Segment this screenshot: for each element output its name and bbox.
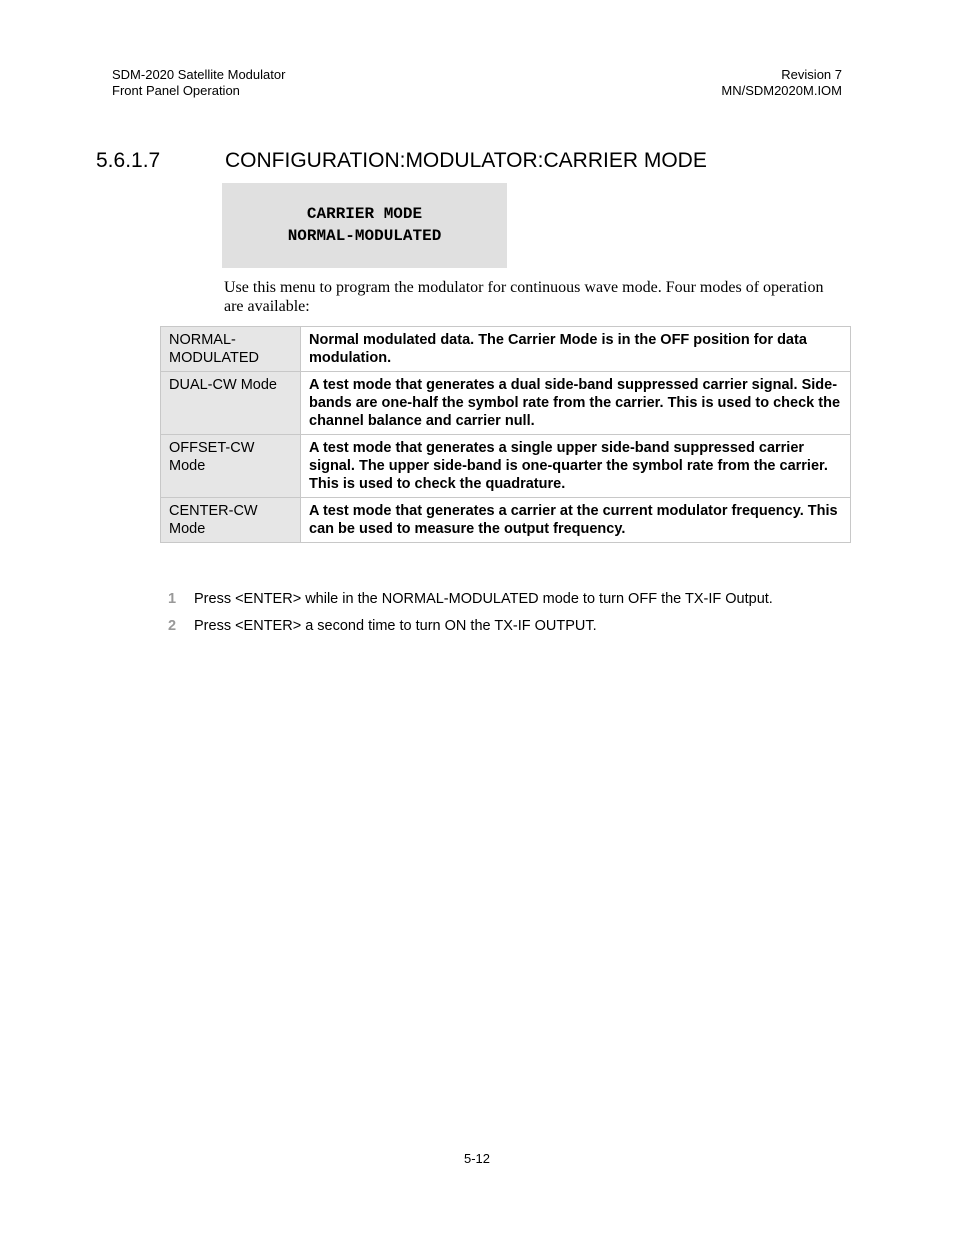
step-number: 1	[168, 591, 177, 607]
carrier-modes-table	[160, 326, 851, 543]
table-row	[161, 372, 851, 435]
table-row	[161, 327, 851, 372]
mode-name-cell: CENTER-CW Mode	[161, 498, 301, 543]
list-item	[168, 590, 868, 608]
intro-paragraph: Use this menu to program the modulator for continuous wave mode. Four modes of operation are available:	[224, 279, 824, 315]
section-number: 5.6.1.7	[96, 149, 161, 172]
header-document-id: MN/SDM2020M.IOM	[721, 83, 842, 98]
page-number: 5-12	[463, 1151, 491, 1166]
lcd-line-1: CARRIER MODE	[306, 205, 423, 223]
mode-name-cell: NORMAL-MODULATED	[161, 327, 301, 372]
step-text: Press <ENTER> a second time to turn ON the TX-IF OUTPUT.	[194, 618, 597, 634]
mode-name-cell: DUAL-CW Mode	[161, 372, 301, 435]
step-number: 2	[168, 618, 177, 634]
section-title: CONFIGURATION:MODULATOR:CARRIER MODE	[225, 149, 707, 172]
mode-name-cell: OFFSET-CW Mode	[161, 435, 301, 498]
mode-description-cell: A test mode that generates a single upper side-band suppressed carrier signal. The upper side-band is one-quarter the symbol rate from the carrier. This is used to check the quadrature.	[301, 435, 851, 498]
table-row	[161, 498, 851, 543]
procedure-steps	[168, 590, 868, 644]
mode-description-cell: A test mode that generates a carrier at the current modulator frequency. This can be used to measure the output frequency.	[301, 498, 851, 543]
header-revision: Revision 7	[781, 67, 842, 82]
header-product-name: SDM-2020 Satellite Modulator	[112, 67, 286, 82]
header-chapter-name: Front Panel Operation	[112, 83, 240, 98]
lcd-line-2: NORMAL-MODULATED	[287, 227, 442, 245]
table-row	[161, 435, 851, 498]
list-item	[168, 617, 868, 635]
mode-description-cell: A test mode that generates a dual side-band suppressed carrier signal. Side-bands are one-half the symbol rate from the carrier. This is used to check the channel balance and carrier null.	[301, 372, 851, 435]
header-right	[721, 67, 842, 99]
lcd-display	[222, 183, 507, 268]
mode-description-cell: Normal modulated data. The Carrier Mode is in the OFF position for data modulation.	[301, 327, 851, 372]
header-left	[112, 67, 285, 99]
step-text: Press <ENTER> while in the NORMAL-MODULATED mode to turn OFF the TX-IF Output.	[194, 591, 773, 607]
